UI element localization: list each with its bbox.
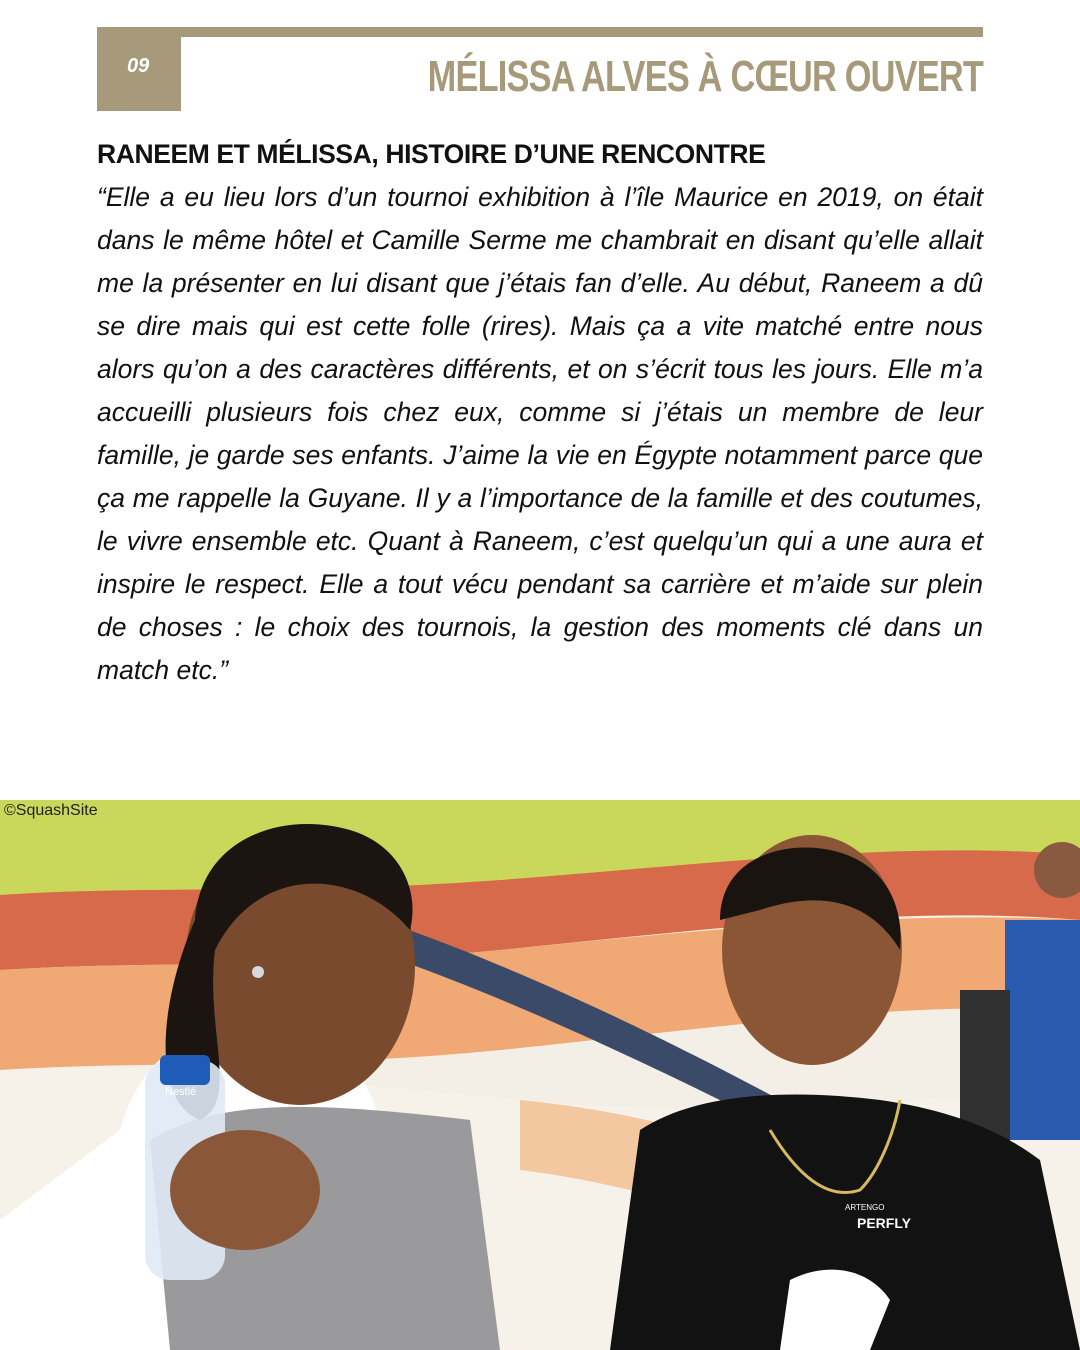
photo-illustration — [0, 800, 1080, 1350]
shirt-text: PERFLY — [857, 1215, 911, 1231]
shirt-brand: ARTENGO — [845, 1203, 885, 1212]
photo-credit: ©SquashSite — [4, 802, 98, 819]
page-number: 09 — [127, 55, 150, 77]
page-title: MÉLISSA ALVES À CŒUR OUVERT — [427, 52, 983, 101]
page-number-box — [97, 27, 181, 111]
photo — [0, 800, 1080, 1350]
header-bar — [97, 27, 983, 37]
interview-quote: “Elle a eu lieu lors d’un tournoi exhibition à l’île Maurice en 2019, on était dans le même hôtel et Camille Serme me chambrait en disant qu’elle allait me la présenter en lui disant que j’étais fan d’elle. Au début, Raneem a dû se dire mais qui est cette folle (rires). Mais ça a vite matché entre nous alors qu’on a des caractères différents, et on s’écrit tous les jours. Elle m’a accueilli plusieurs fois chez eux, comme si j’étais un membre de leur famille, je garde ses enfants. J’aime la vie en Égypte notamment parce que ça me rappelle la Guyane. Il y a l’importance de la famille et des coutumes, le vivre ensemble etc. Quant à Raneem, c’est quelqu’un qui a une aura et inspire le respect. Elle a tout vécu pendant sa carrière et m’aide sur plein de choses : le choix des tournois, la gestion des moments clé dans un match etc.” — [97, 182, 983, 685]
bottle-label: Nestlé — [165, 1086, 197, 1098]
section-heading: RANEEM ET MÉLISSA, HISTOIRE D’UNE RENCONTRE — [97, 139, 766, 169]
